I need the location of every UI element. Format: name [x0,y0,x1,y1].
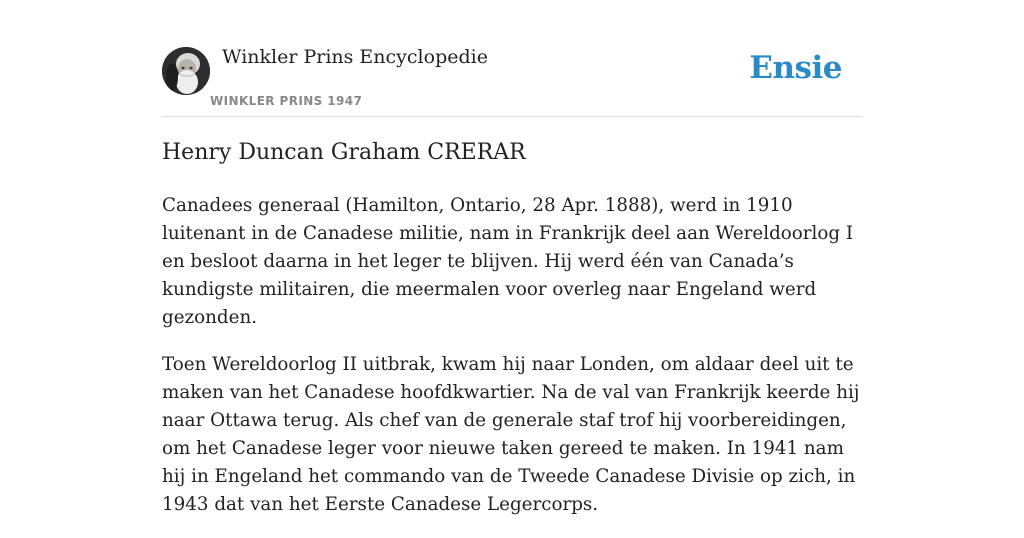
brand-logo[interactable]: Ensie [749,50,842,86]
article-title: Henry Duncan Graham CRERAR [162,140,526,165]
page [162,0,862,515]
avatar[interactable] [162,47,210,95]
header [162,0,862,117]
article-body [162,192,862,538]
article-paragraph: Canadees generaal (Hamilton, Ontario, 28 Apr. 1888), werd in 1910 luitenant in de Canadese militie, nam in Frankrijk deel aan Wereldoorlog I en besloot daarna in het leger te blijven. Hij werd één van Canada’s kundigste militairen, die meermalen voor overleg naar Engeland werd gezonden. [162,195,854,328]
portrait-image [162,47,210,95]
site-name[interactable]: Winkler Prins Encyclopedie [222,46,488,68]
article-paragraph: Toen Wereldoorlog II uitbrak, kwam hij naar Londen, om aldaar deel uit te maken van het Canadese hoofdkwartier. Na de val van Frankrijk keerde hij naar Ottawa terug. Als chef van de generale staf trof hij voorbereidingen, om het Canadese leger voor nieuwe taken gereed te maken. In 1941 nam hij in Engeland het commando van de Tweede Canadese Divisie op zich, in 1943 dat van het Eerste Canadese Legercorps. [162,354,860,515]
edition-label[interactable]: WINKLER PRINS 1947 [210,94,363,108]
